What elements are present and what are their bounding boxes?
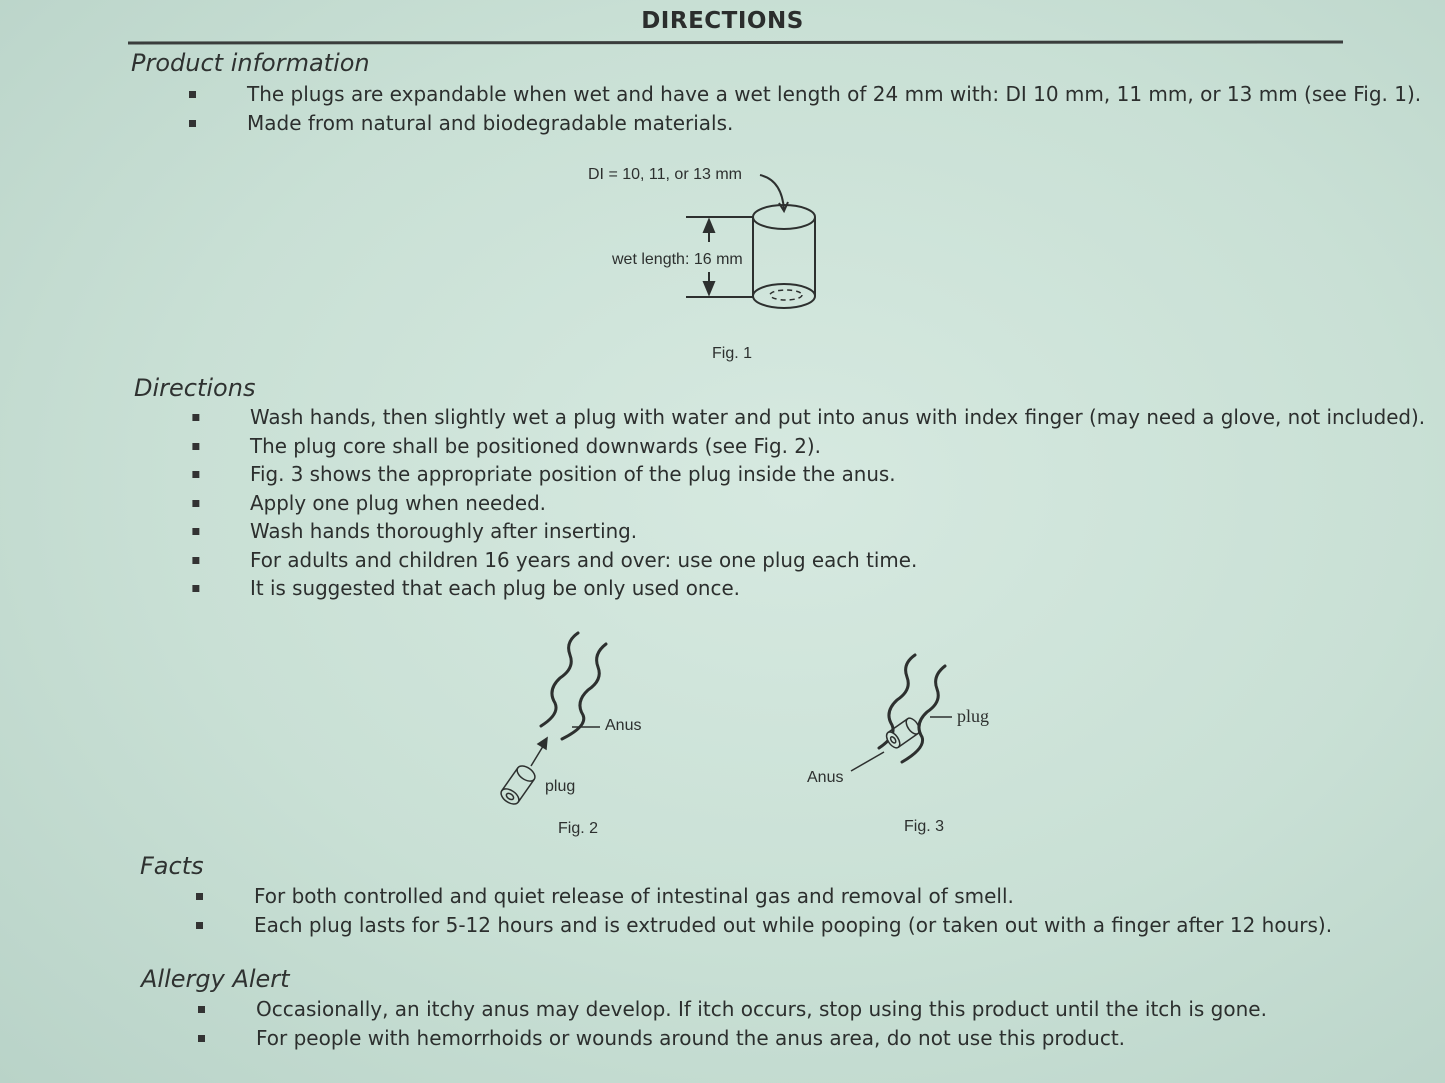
- directions-list: [250, 403, 1433, 603]
- list-item: The plug core shall be positioned downwards (see Fig. 2).: [250, 432, 1425, 461]
- list-item: Made from natural and biodegradable materials.: [247, 109, 1421, 138]
- list-item: Wash hands thoroughly after inserting.: [250, 517, 1425, 546]
- facts-heading: Facts: [140, 852, 204, 880]
- list-item: The plugs are expandable when wet and have a wet length of 24 mm with: DI 10 mm, 11 mm, or 13 mm (see Fig. 1).: [247, 80, 1421, 109]
- list-item: For adults and children 16 years and over: use one plug each time.: [250, 546, 1425, 575]
- list-item: Wash hands, then slightly wet a plug with water and put into anus with index finger (may need a glove, not included).: [250, 403, 1425, 432]
- fig1-wet-length-label: wet length: 16 mm: [612, 251, 743, 268]
- list-item: Each plug lasts for 5-12 hours and is extruded out while pooping (or taken out with a finger after 12 hours).: [254, 911, 1332, 940]
- directions-heading: Directions: [134, 374, 256, 402]
- fig3-caption: Fig. 3: [904, 818, 945, 835]
- fig1-di-label: DI = 10, 11, or 13 mm: [588, 166, 742, 183]
- list-item: It is suggested that each plug be only used once.: [250, 574, 1425, 603]
- allergy-list: [256, 995, 1267, 1052]
- list-item: Apply one plug when needed.: [250, 489, 1425, 518]
- title-rule: [128, 40, 1343, 44]
- product-info-heading: Product information: [131, 49, 370, 77]
- fig3-plug-label: plug: [957, 706, 990, 726]
- facts-list: [254, 882, 1332, 939]
- allergy-heading: Allergy Alert: [141, 965, 290, 993]
- page-title: DIRECTIONS: [641, 8, 804, 34]
- list-item: Fig. 3 shows the appropriate position of the plug inside the anus.: [250, 460, 1425, 489]
- list-item: For both controlled and quiet release of intestinal gas and removal of smell.: [254, 882, 1332, 911]
- fig2-anus-label: Anus: [605, 717, 642, 734]
- list-item: Occasionally, an itchy anus may develop. If itch occurs, stop using this product until the itch is gone.: [256, 995, 1267, 1024]
- fig3-anus-label: Anus: [807, 769, 844, 786]
- product-info-list: [247, 80, 1421, 137]
- fig2-caption: Fig. 2: [558, 820, 599, 837]
- fig1-caption: Fig. 1: [712, 345, 753, 362]
- list-item: For people with hemorrhoids or wounds around the anus area, do not use this product.: [256, 1024, 1267, 1053]
- fig2-plug-label: plug: [545, 778, 576, 795]
